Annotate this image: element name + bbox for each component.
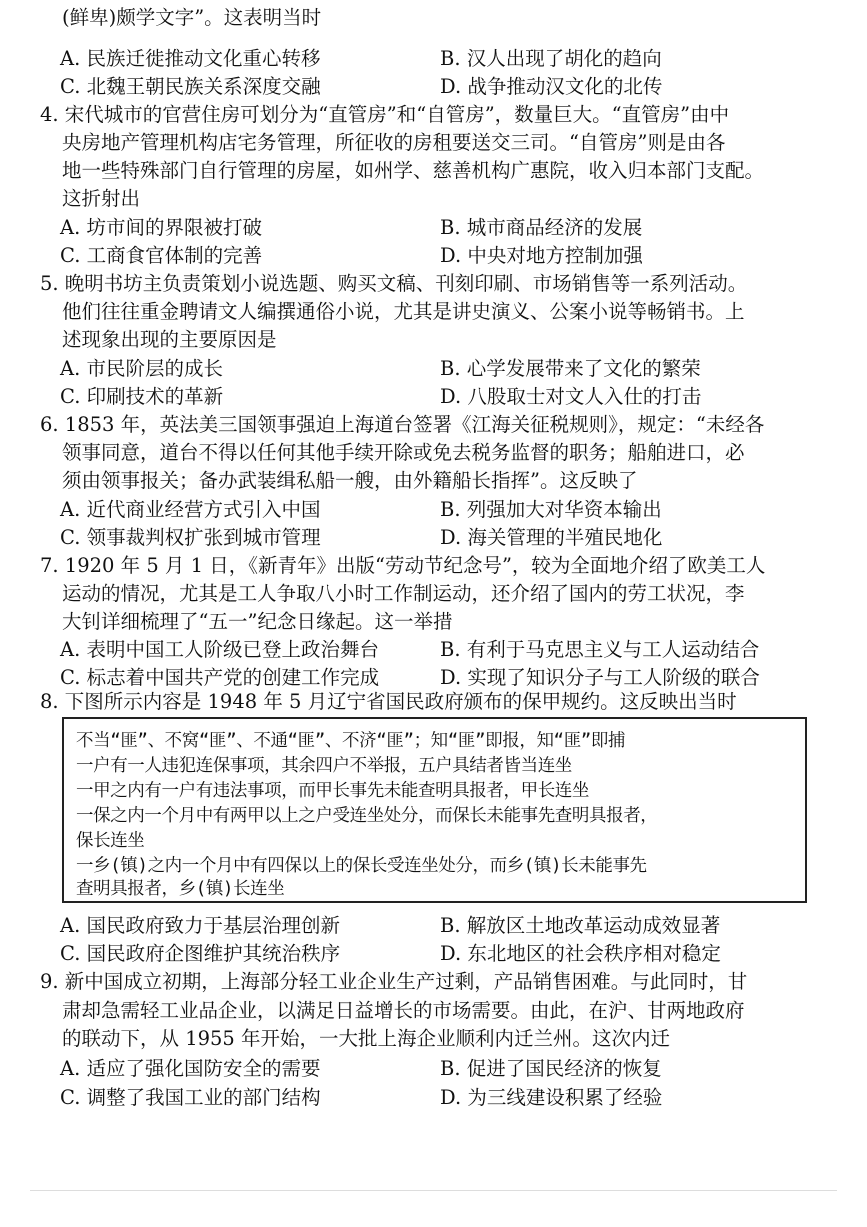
q8-box-line-7: 查明具报者，乡(镇)长连坐 <box>76 879 285 899</box>
q5-stem-line-1: 5. 晚明书坊主负责策划小说选题、购买文稿、刊刻印刷、市场销售等一系列活动。 <box>40 272 748 295</box>
q6-stem-line-1: 6. 1853 年，英法美三国领事强迫上海道台签署《江海关征税规则》，规定：“未经各 <box>40 413 765 436</box>
q8-box-line-5: 保长连坐 <box>76 831 145 851</box>
q4-option-a[interactable]: A. 坊市间的界限被打破 <box>60 216 262 239</box>
q9-stem-line-1: 9. 新中国成立初期，上海部分轻工业企业生产过剩，产品销售困难。与此同时，甘 <box>40 970 748 993</box>
q7-option-c[interactable]: C. 标志着中国共产党的创建工作完成 <box>60 666 380 689</box>
q8-option-a[interactable]: A. 国民政府致力于基层治理创新 <box>60 914 340 937</box>
q4-stem-line-4: 这折射出 <box>62 187 141 210</box>
q5-option-a[interactable]: A. 市民阶层的成长 <box>60 357 223 380</box>
q6-stem-line-3: 须由领事报关；备办武装缉私船一艘，由外籍船长指挥”。这反映了 <box>62 469 638 492</box>
q4-option-c[interactable]: C. 工商食官体制的完善 <box>60 244 263 267</box>
q8-regulation-box <box>62 717 807 903</box>
q8-box-line-1: 不当“匪”、不窝“匪”、不通“匪”、不济“匪”；知“匪”即报，知“匪”即捕 <box>76 731 626 751</box>
q8-box-line-2: 一户有一人违犯连保事项，其余四户不举报，五户具结者皆当连坐 <box>76 756 572 776</box>
q4-stem-line-3: 地一些特殊部门自行管理的房屋，如州学、慈善机构广惠院，收入归本部门支配。 <box>62 159 765 182</box>
q4-stem-line-2: 央房地产管理机构店宅务管理，所征收的房租要送交三司。“自管房”则是由各 <box>62 131 726 154</box>
q7-stem-line-2: 运动的情况，尤其是工人争取八小时工作制运动，还介绍了国内的劳工状况，李 <box>62 582 745 605</box>
q8-stem-line-1: 8. 下图所示内容是 1948 年 5 月辽宁省国民政府颁布的保甲规约。这反映出当时 <box>40 690 737 713</box>
q8-option-b[interactable]: B. 解放区土地改革运动成效显著 <box>440 914 721 937</box>
q7-option-b[interactable]: B. 有利于马克思主义与工人运动结合 <box>440 638 760 661</box>
q7-stem-line-1: 7. 1920 年 5 月 1 日，《新青年》出版“劳动节纪念号”，较为全面地介绍了欧美工人 <box>40 554 766 577</box>
q9-option-b[interactable]: B. 促进了国民经济的恢复 <box>440 1057 662 1080</box>
q6-option-b[interactable]: B. 列强加大对华资本输出 <box>440 498 662 521</box>
q8-box-line-3: 一甲之内有一户有违法事项，而甲长事先未能查明具报者，甲长连坐 <box>76 781 589 801</box>
q4-stem-line-1: 4. 宋代城市的官营住房可划分为“直管房”和“自管房”，数量巨大。“直管房”由中 <box>40 103 730 126</box>
q8-box-line-6: 一乡(镇)之内一个月中有四保以上的保长受连坐处分，而乡(镇)长未能事先 <box>76 856 647 876</box>
q7-stem-line-3: 大钊详细梳理了“五一”纪念日缘起。这一举措 <box>62 610 453 633</box>
q9-stem-line-3: 的联动下，从 1955 年开始，一大批上海企业顺利内迁兰州。这次内迁 <box>62 1027 671 1050</box>
q5-option-c[interactable]: C. 印刷技术的革新 <box>60 385 224 408</box>
q6-stem-line-2: 领事同意，道台不得以任何其他手续开除或免去税务监督的职务；船舶进口，必 <box>62 441 745 464</box>
q5-option-d[interactable]: D. 八股取士对文人入仕的打击 <box>440 385 702 408</box>
q6-option-d[interactable]: D. 海关管理的半殖民地化 <box>440 526 663 549</box>
q8-option-c[interactable]: C. 国民政府企图维护其统治秩序 <box>60 942 341 965</box>
q9-option-a[interactable]: A. 适应了强化国防安全的需要 <box>60 1057 321 1080</box>
q3-option-a[interactable]: A. 民族迁徙推动文化重心转移 <box>60 47 321 70</box>
q5-stem-line-3: 述现象出现的主要原因是 <box>62 328 277 351</box>
q6-option-a[interactable]: A. 近代商业经营方式引入中国 <box>60 498 321 521</box>
q9-stem-line-2: 肃却急需轻工业品企业，以满足日益增长的市场需要。由此，在沪、甘两地政府 <box>62 999 745 1022</box>
q3-stem-tail: (鲜卑)颇学文字”。这表明当时 <box>62 6 322 29</box>
q3-option-c[interactable]: C. 北魏王朝民族关系深度交融 <box>60 75 321 98</box>
q8-box-line-4: 一保之内一个月中有两甲以上之户受连坐处分，而保长未能事先查明具报者， <box>76 806 658 826</box>
q7-option-a[interactable]: A. 表明中国工人阶级已登上政治舞台 <box>60 638 379 661</box>
q9-option-d[interactable]: D. 为三线建设积累了经验 <box>440 1086 663 1109</box>
q7-option-d[interactable]: D. 实现了知识分子与工人阶级的联合 <box>440 666 760 689</box>
q9-option-c[interactable]: C. 调整了我国工业的部门结构 <box>60 1086 321 1109</box>
q8-option-d[interactable]: D. 东北地区的社会秩序相对稳定 <box>440 942 721 965</box>
q5-option-b[interactable]: B. 心学发展带来了文化的繁荣 <box>440 357 701 380</box>
q3-option-d[interactable]: D. 战争推动汉文化的北传 <box>440 75 663 98</box>
q4-option-b[interactable]: B. 城市商品经济的发展 <box>440 216 643 239</box>
q3-option-b[interactable]: B. 汉人出现了胡化的趋向 <box>440 47 662 70</box>
q6-option-c[interactable]: C. 领事裁判权扩张到城市管理 <box>60 526 321 549</box>
page-bottom-divider <box>30 1190 837 1191</box>
q5-stem-line-2: 他们往往重金聘请文人编撰通俗小说，尤其是讲史演义、公案小说等畅销书。上 <box>62 300 745 323</box>
q4-option-d[interactable]: D. 中央对地方控制加强 <box>440 244 643 267</box>
